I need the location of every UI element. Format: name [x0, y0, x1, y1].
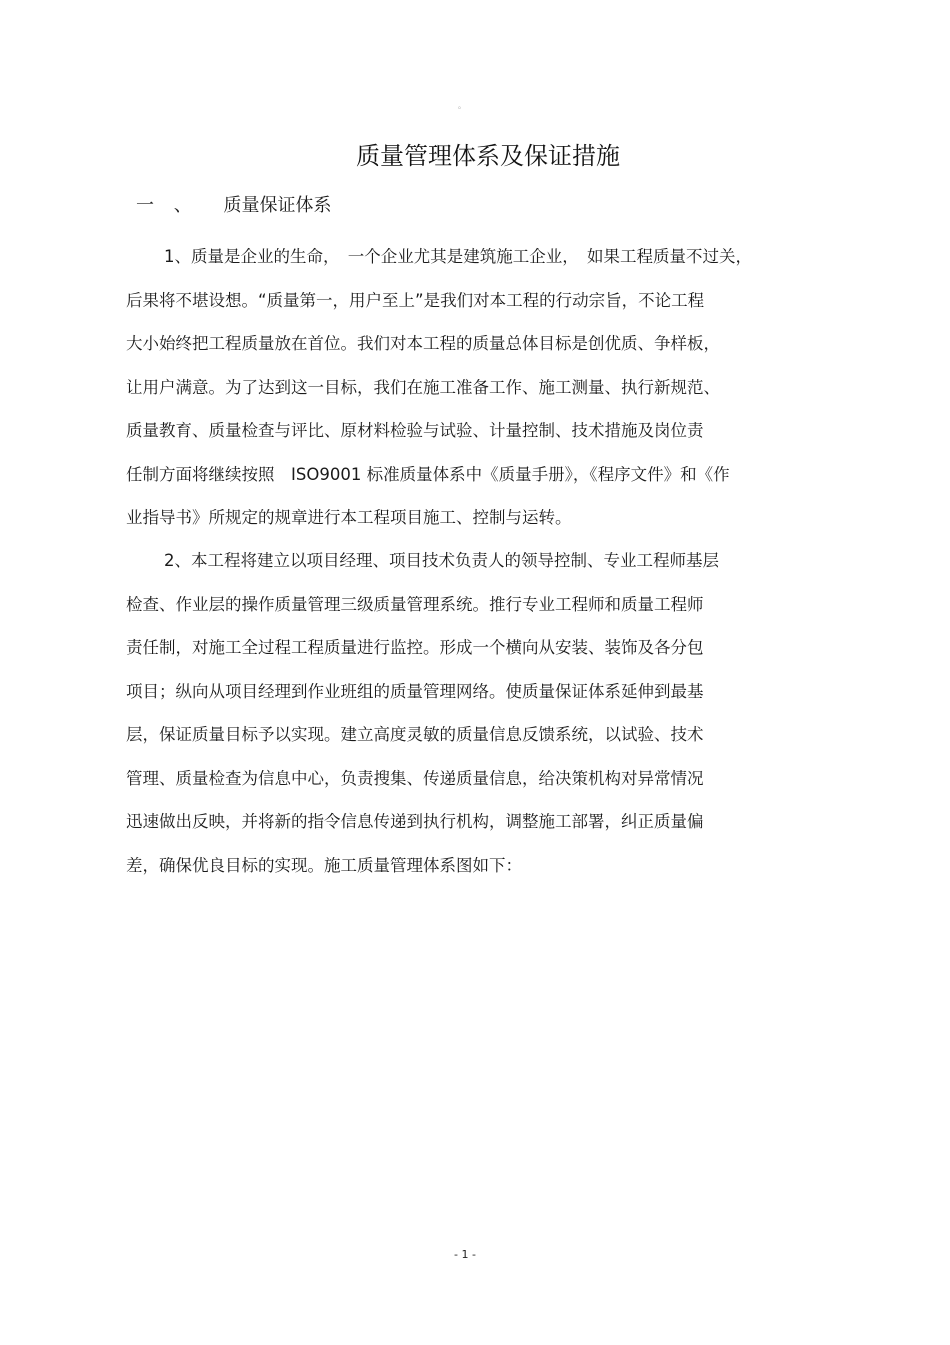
paragraph-line: 任制方面将继续按照 ISO9001 标准质量体系中《质量手册》，《程序文件》和《作 [126, 464, 730, 484]
paragraph-line: 项目；纵向从项目经理到作业班组的质量管理网络。使质量保证体系延伸到最基 [126, 681, 704, 701]
paragraph-line: 业指导书》所规定的规章进行本工程项目施工、控制与运转。 [126, 508, 572, 527]
section-heading-text: 质量保证体系 [223, 195, 332, 216]
paragraph-line: 检查、作业层的操作质量管理三级质量管理系统。推行专业工程师和质量工程师 [126, 594, 704, 614]
paragraph-line: 质量教育、质量检查与评比、原材料检验与试验、计量控制、技术措施及岗位责 [126, 421, 704, 440]
paragraph-2 [126, 539, 816, 887]
paragraph-line: 层，保证质量目标予以实现。建立高度灵敏的质量信息反馈系统，以试验、技术 [126, 725, 704, 744]
paragraph-line: 管理、质量检查为信息中心，负责搜集、传递质量信息，给决策机构对异常情况 [126, 768, 704, 788]
header-mark: 。 [458, 101, 466, 110]
paragraph-line: 差，确保优良目标的实现。施工质量管理体系图如下： [126, 855, 522, 875]
section-separator: 、 [173, 195, 192, 216]
paragraph-line: 责任制，对施工全过程工程质量进行监控。形成一个横向从安装、装饰及各分包 [126, 638, 704, 657]
section-heading [136, 192, 331, 220]
paragraph-line: 后果将不堪设想。“质量第一，用户至上”是我们对本工程的行动宗旨，不论工程 [126, 290, 705, 310]
page-number: - 1 - [454, 1248, 476, 1261]
page-title: 质量管理体系及保证措施 [356, 142, 620, 170]
paragraph-line: 大小始终把工程质量放在首位。我们对本工程的质量总体目标是创优质、争样板， [126, 334, 720, 353]
paragraph-line: 让用户满意。为了达到这一目标，我们在施工准备工作、施工测量、执行新规范、 [126, 377, 720, 397]
paragraph-line: 1、质量是企业的生命， 一个企业尤其是建筑施工企业， 如果工程质量不过关， [164, 247, 752, 266]
paragraph-line: 2、本工程将建立以项目经理、项目技术负责人的领导控制、专业工程师基层 [164, 551, 719, 570]
section-number: 一 [136, 195, 154, 216]
paragraph-line: 迅速做出反映，并将新的指令信息传递到执行机构，调整施工部署，纠正质量偏 [126, 812, 704, 831]
paragraph-1 [126, 235, 816, 540]
